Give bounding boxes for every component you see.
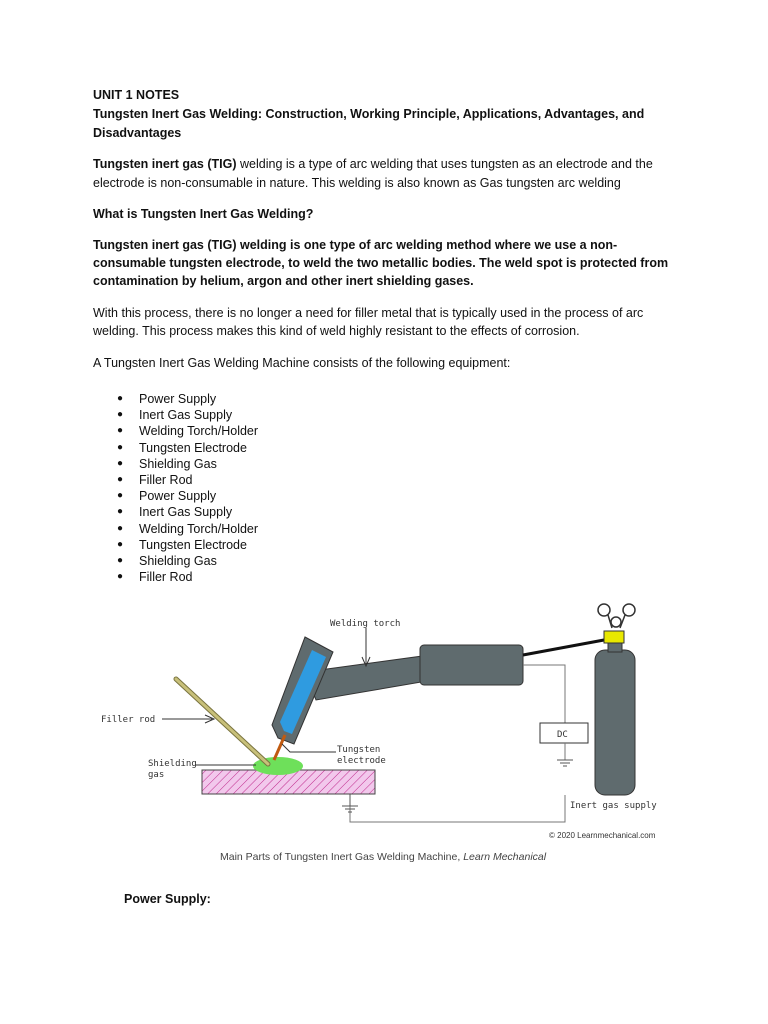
section-heading-power-supply: Power Supply: bbox=[124, 892, 211, 906]
list-item: ● Inert Gas Supply bbox=[117, 408, 233, 423]
page-title-line-1: Tungsten Inert Gas Welding: Construction, Working Principle, Applications, Advantages, and bbox=[93, 107, 645, 121]
bullet-icon: ● bbox=[117, 409, 124, 421]
label-dc: DC bbox=[557, 730, 568, 740]
intro-line-1 bbox=[93, 155, 653, 173]
equipment-list bbox=[117, 391, 259, 585]
list-item: ● Welding Torch/Holder bbox=[117, 424, 259, 439]
bullet-icon: ● bbox=[117, 506, 124, 518]
definition-line-2: consumable tungsten electrode, to weld the two metallic bodies. The weld spot is protected from bbox=[93, 256, 669, 270]
gas-cylinder bbox=[595, 650, 635, 795]
bullet-icon: ● bbox=[117, 393, 124, 404]
list-item: ● Tungsten Electrode bbox=[117, 440, 247, 455]
page-heading: UNIT 1 NOTES bbox=[93, 88, 180, 102]
list-item: ● Inert Gas Supply bbox=[117, 505, 233, 520]
gauge-icon bbox=[623, 604, 635, 616]
list-item: ● Filler Rod bbox=[117, 472, 193, 487]
label-tungsten-electrode-line-2: electrode bbox=[337, 756, 386, 766]
label-shielding-gas-line-2: gas bbox=[148, 770, 165, 780]
bullet-icon: ● bbox=[117, 473, 124, 485]
page-title-line-2: Disadvantages bbox=[93, 126, 182, 140]
tig-welding-diagram bbox=[0, 595, 768, 855]
section-heading-what-is: What is Tungsten Inert Gas Welding? bbox=[93, 207, 314, 221]
label-tungsten-electrode-line-1: Tungsten bbox=[337, 745, 381, 755]
list-item: ● Power Supply bbox=[117, 489, 217, 504]
equipment-intro: A Tungsten Inert Gas Welding Machine consists of the following equipment: bbox=[93, 356, 511, 370]
bullet-icon: ● bbox=[117, 425, 124, 437]
gas-hose bbox=[523, 640, 604, 655]
list-item: ● Shielding Gas bbox=[117, 553, 217, 568]
bullet-icon: ● bbox=[117, 554, 124, 566]
torch-handle bbox=[420, 645, 523, 685]
label-welding-torch: Welding torch bbox=[330, 619, 401, 629]
label-inert-gas-supply: Inert gas supply bbox=[570, 801, 657, 811]
intro-line-2: electrode is non-consumable in nature. This welding is also known as Gas tungsten arc welding bbox=[93, 176, 621, 190]
bullet-icon: ● bbox=[117, 457, 124, 469]
figure-caption: Main Parts of Tungsten Inert Gas Welding Machine, Learn Mechanical bbox=[220, 851, 547, 863]
caption-source: Learn Mechanical bbox=[463, 851, 547, 863]
definition-line-1: Tungsten inert gas (TIG) welding is one type of arc welding method where we use a non- bbox=[93, 238, 618, 252]
intro-lead: Tungsten inert gas (TIG) bbox=[93, 157, 237, 171]
label-copyright: © 2020 Learnmechanical.com bbox=[549, 831, 656, 840]
list-item: ● Welding Torch/Holder bbox=[117, 521, 259, 536]
process-line-2: welding. This process makes this kind of weld highly resistant to the effects of corrosion. bbox=[93, 324, 580, 338]
list-item: ● Power Supply bbox=[117, 392, 217, 406]
bullet-icon: ● bbox=[117, 538, 124, 550]
bullet-icon: ● bbox=[117, 490, 124, 502]
list-item: ● Shielding Gas bbox=[117, 456, 217, 471]
intro-line-1-rest: welding is a type of arc welding that uses tungsten as an electrode and the bbox=[236, 157, 653, 171]
bullet-icon: ● bbox=[117, 571, 124, 583]
gauge-icon bbox=[598, 604, 610, 616]
regulator bbox=[604, 631, 624, 643]
list-item: ● Filler Rod bbox=[117, 570, 193, 585]
label-filler-rod: Filler rod bbox=[101, 715, 156, 725]
list-item: ● Tungsten Electrode bbox=[117, 537, 247, 552]
gauge-icon bbox=[611, 617, 621, 627]
bullet-icon: ● bbox=[117, 522, 124, 534]
process-line-1: With this process, there is no longer a need for filler metal that is typically used in the process of arc bbox=[93, 306, 644, 320]
definition-line-3: contamination by helium, argon and other inert shielding gases. bbox=[93, 274, 474, 288]
bullet-icon: ● bbox=[117, 441, 124, 453]
label-shielding-gas-line-1: Shielding bbox=[148, 759, 197, 769]
